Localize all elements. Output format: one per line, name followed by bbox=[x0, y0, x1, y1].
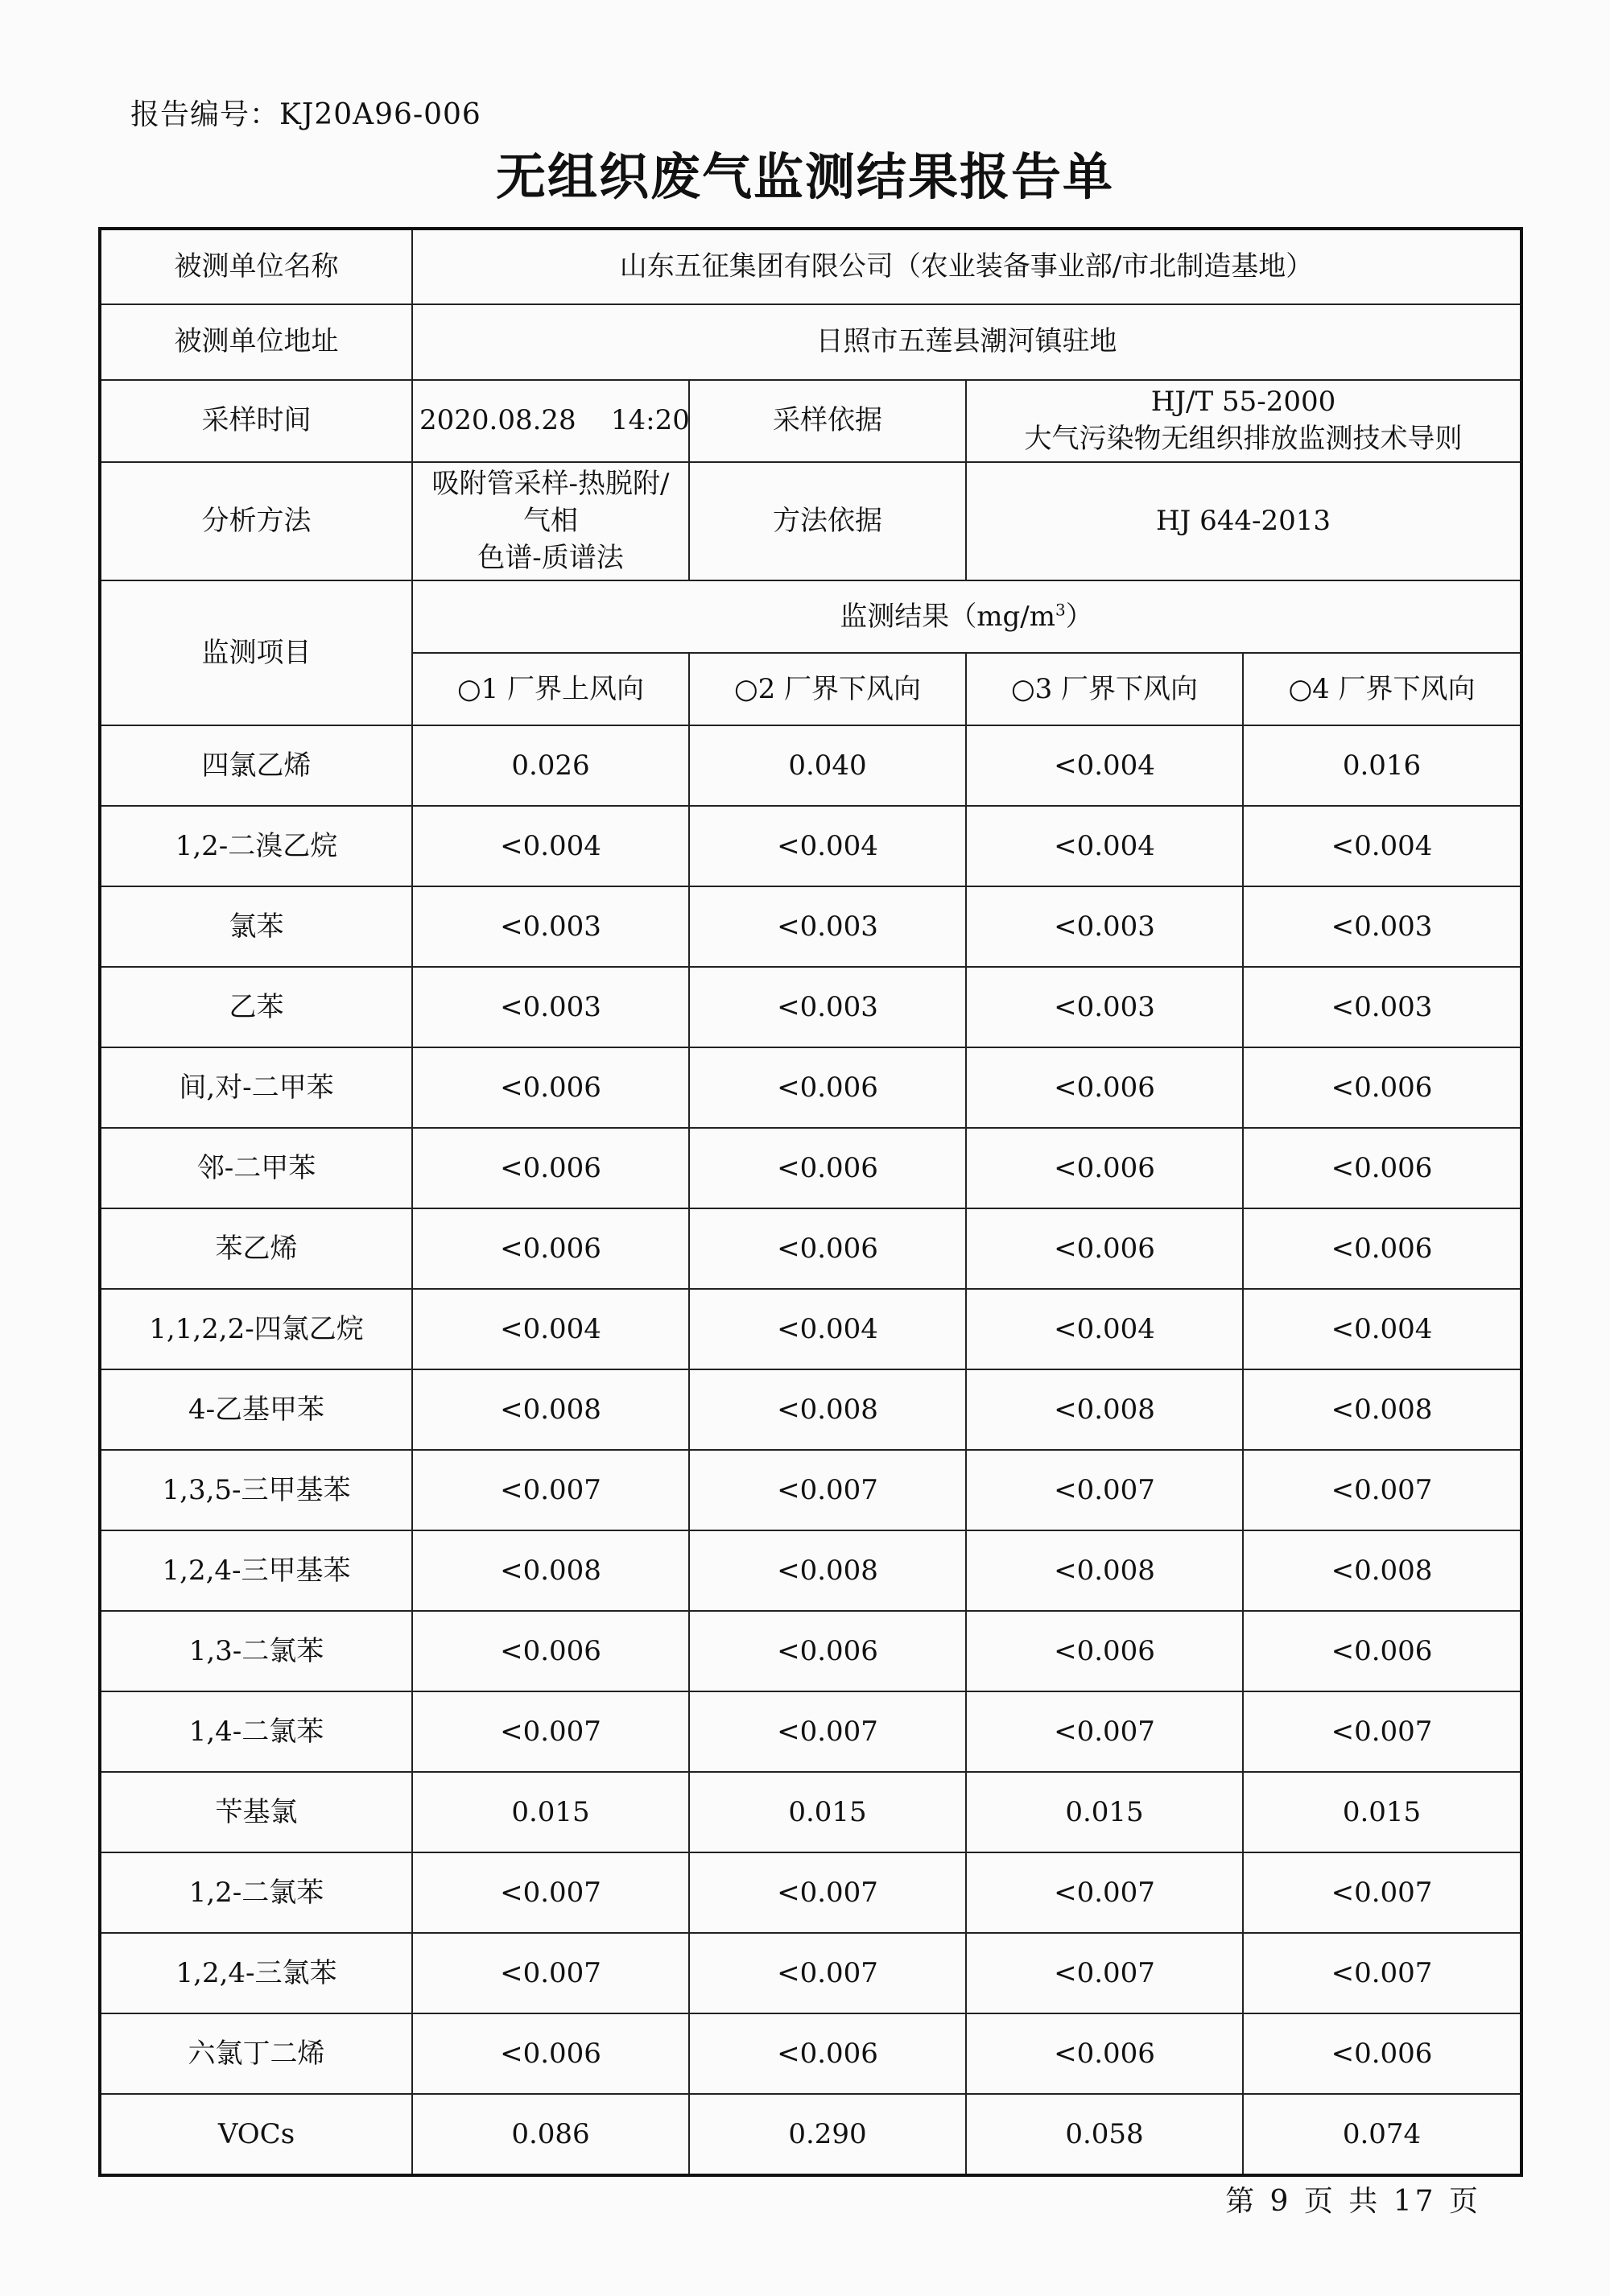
result-value-point-2: <0.006 bbox=[689, 1208, 966, 1289]
result-value-point-2: <0.006 bbox=[689, 1047, 966, 1128]
monitoring-item: 1,2,4-三甲基苯 bbox=[100, 1530, 412, 1611]
page-number: 第 9 页 共 17 页 bbox=[1225, 2185, 1481, 2218]
result-value-point-1: 0.086 bbox=[412, 2094, 689, 2175]
analysis-method-line1: 吸附管采样-热脱附/气相 bbox=[431, 467, 670, 537]
result-value-point-3: <0.007 bbox=[966, 1933, 1243, 2013]
table-row bbox=[100, 1047, 1521, 1128]
table-row bbox=[100, 1530, 1521, 1611]
result-value-point-1: <0.003 bbox=[412, 967, 689, 1047]
result-value-point-2: <0.006 bbox=[689, 1611, 966, 1691]
result-value-point-2: 0.015 bbox=[689, 1772, 966, 1852]
unit-name-value: 山东五征集团有限公司（农业装备事业部/市北制造基地） bbox=[412, 229, 1521, 304]
table-row bbox=[100, 1128, 1521, 1208]
result-value-point-4: <0.006 bbox=[1243, 1128, 1521, 1208]
result-value-point-3: <0.007 bbox=[966, 1450, 1243, 1530]
table-row bbox=[100, 1933, 1521, 2013]
result-value-point-2: <0.007 bbox=[689, 1691, 966, 1772]
results-header-row bbox=[100, 580, 1521, 653]
sampling-point-1: ○1 厂界上风向 bbox=[412, 653, 689, 725]
table-row bbox=[100, 1772, 1521, 1852]
results-label-sup: 3 bbox=[1055, 600, 1066, 620]
result-value-point-3: <0.003 bbox=[966, 886, 1243, 967]
result-value-point-3: <0.006 bbox=[966, 2013, 1243, 2094]
result-value-point-2: 0.040 bbox=[689, 725, 966, 806]
table-row bbox=[100, 886, 1521, 967]
result-value-point-3: <0.006 bbox=[966, 1208, 1243, 1289]
sample-basis-value bbox=[966, 380, 1521, 462]
analysis-method-line2: 色谱-质谱法 bbox=[477, 541, 624, 574]
result-value-point-4: 0.016 bbox=[1243, 725, 1521, 806]
monitoring-item: 四氯乙烯 bbox=[100, 725, 412, 806]
result-value-point-1: <0.006 bbox=[412, 1208, 689, 1289]
report-number: 报告编号：KJ20A96-006 bbox=[130, 98, 481, 131]
result-value-point-1: <0.007 bbox=[412, 1933, 689, 2013]
table-row bbox=[100, 1208, 1521, 1289]
unit-name-row bbox=[100, 229, 1521, 304]
result-value-point-1: <0.008 bbox=[412, 1369, 689, 1450]
table-row bbox=[100, 1450, 1521, 1530]
table-row bbox=[100, 1691, 1521, 1772]
sample-time-value: 2020.08.28 14:20 bbox=[412, 380, 689, 462]
monitoring-item: 1,2-二氯苯 bbox=[100, 1852, 412, 1933]
table-row bbox=[100, 1289, 1521, 1369]
unit-name-label: 被测单位名称 bbox=[100, 229, 412, 304]
monitoring-item: 乙苯 bbox=[100, 967, 412, 1047]
sampling-point-3: ○3 厂界下风向 bbox=[966, 653, 1243, 725]
result-value-point-3: <0.007 bbox=[966, 1691, 1243, 1772]
result-value-point-4: <0.008 bbox=[1243, 1369, 1521, 1450]
result-value-point-2: 0.290 bbox=[689, 2094, 966, 2175]
result-value-point-2: <0.007 bbox=[689, 1933, 966, 2013]
result-value-point-2: <0.007 bbox=[689, 1450, 966, 1530]
result-value-point-4: <0.007 bbox=[1243, 1852, 1521, 1933]
result-value-point-1: <0.006 bbox=[412, 1128, 689, 1208]
result-value-point-4: <0.003 bbox=[1243, 967, 1521, 1047]
monitoring-item: 六氯丁二烯 bbox=[100, 2013, 412, 2094]
method-basis-label: 方法依据 bbox=[689, 462, 966, 581]
result-value-point-3: <0.006 bbox=[966, 1611, 1243, 1691]
result-value-point-1: <0.007 bbox=[412, 1450, 689, 1530]
table-row bbox=[100, 2013, 1521, 2094]
table-row bbox=[100, 806, 1521, 886]
result-value-point-3: <0.004 bbox=[966, 1289, 1243, 1369]
monitoring-item: VOCs bbox=[100, 2094, 412, 2175]
table-row bbox=[100, 1369, 1521, 1450]
result-value-point-1: <0.007 bbox=[412, 1852, 689, 1933]
result-value-point-4: <0.007 bbox=[1243, 1691, 1521, 1772]
result-value-point-1: <0.006 bbox=[412, 1611, 689, 1691]
report-table bbox=[98, 227, 1523, 2177]
result-value-point-1: <0.006 bbox=[412, 2013, 689, 2094]
result-value-point-3: 0.015 bbox=[966, 1772, 1243, 1852]
result-value-point-4: <0.006 bbox=[1243, 1047, 1521, 1128]
result-value-point-4: <0.006 bbox=[1243, 2013, 1521, 2094]
monitoring-item: 苄基氯 bbox=[100, 1772, 412, 1852]
monitoring-item: 4-乙基甲苯 bbox=[100, 1369, 412, 1450]
result-value-point-3: <0.006 bbox=[966, 1128, 1243, 1208]
result-value-point-2: <0.004 bbox=[689, 806, 966, 886]
sample-basis-line1: HJ/T 55-2000 bbox=[1150, 386, 1336, 418]
table-row bbox=[100, 725, 1521, 806]
result-value-point-1: 0.015 bbox=[412, 1772, 689, 1852]
table-row bbox=[100, 1611, 1521, 1691]
monitoring-item-label: 监测项目 bbox=[100, 580, 412, 725]
table-row bbox=[100, 1852, 1521, 1933]
monitoring-item: 1,2,4-三氯苯 bbox=[100, 1933, 412, 2013]
table-row bbox=[100, 967, 1521, 1047]
analysis-method-label: 分析方法 bbox=[100, 462, 412, 581]
result-value-point-4: 0.074 bbox=[1243, 2094, 1521, 2175]
unit-address-row bbox=[100, 304, 1521, 380]
table-row bbox=[100, 2094, 1521, 2175]
results-unit-label bbox=[412, 580, 1521, 653]
result-value-point-4: <0.007 bbox=[1243, 1933, 1521, 2013]
results-label-close: ） bbox=[1065, 600, 1093, 633]
result-value-point-2: <0.004 bbox=[689, 1289, 966, 1369]
result-value-point-3: 0.058 bbox=[966, 2094, 1243, 2175]
monitoring-item: 1,4-二氯苯 bbox=[100, 1691, 412, 1772]
result-value-point-1: <0.004 bbox=[412, 1289, 689, 1369]
monitoring-item: 邻-二甲苯 bbox=[100, 1128, 412, 1208]
result-value-point-4: <0.008 bbox=[1243, 1530, 1521, 1611]
result-value-point-4: <0.004 bbox=[1243, 1289, 1521, 1369]
result-value-point-1: <0.004 bbox=[412, 806, 689, 886]
result-value-point-4: <0.006 bbox=[1243, 1611, 1521, 1691]
sample-basis-line2: 大气污染物无组织排放监测技术导则 bbox=[1024, 422, 1463, 455]
result-value-point-1: <0.006 bbox=[412, 1047, 689, 1128]
result-value-point-1: <0.008 bbox=[412, 1530, 689, 1611]
sampling-point-2: ○2 厂界下风向 bbox=[689, 653, 966, 725]
unit-address-value: 日照市五莲县潮河镇驻地 bbox=[412, 304, 1521, 380]
result-value-point-4: <0.004 bbox=[1243, 806, 1521, 886]
result-value-point-3: <0.008 bbox=[966, 1530, 1243, 1611]
result-value-point-2: <0.008 bbox=[689, 1530, 966, 1611]
result-value-point-2: <0.007 bbox=[689, 1852, 966, 1933]
result-value-point-4: <0.006 bbox=[1243, 1208, 1521, 1289]
result-value-point-3: <0.008 bbox=[966, 1369, 1243, 1450]
result-value-point-3: <0.004 bbox=[966, 725, 1243, 806]
result-value-point-2: <0.006 bbox=[689, 2013, 966, 2094]
result-value-point-3: <0.006 bbox=[966, 1047, 1243, 1128]
result-value-point-2: <0.003 bbox=[689, 886, 966, 967]
result-value-point-2: <0.008 bbox=[689, 1369, 966, 1450]
result-value-point-1: <0.007 bbox=[412, 1691, 689, 1772]
result-value-point-3: <0.004 bbox=[966, 806, 1243, 886]
result-value-point-2: <0.006 bbox=[689, 1128, 966, 1208]
monitoring-item: 间,对-二甲苯 bbox=[100, 1047, 412, 1128]
sample-time-label: 采样时间 bbox=[100, 380, 412, 462]
monitoring-item: 1,3,5-三甲基苯 bbox=[100, 1450, 412, 1530]
analysis-method-row bbox=[100, 462, 1521, 581]
method-basis-value: HJ 644-2013 bbox=[966, 462, 1521, 581]
results-label-text: 监测结果（mg/m bbox=[840, 600, 1055, 633]
result-value-point-4: <0.003 bbox=[1243, 886, 1521, 967]
document-title: 无组织废气监测结果报告单 bbox=[495, 147, 1114, 206]
sampling-point-4: ○4 厂界下风向 bbox=[1243, 653, 1521, 725]
sample-time-row bbox=[100, 380, 1521, 462]
monitoring-item: 1,3-二氯苯 bbox=[100, 1611, 412, 1691]
result-value-point-1: 0.026 bbox=[412, 725, 689, 806]
monitoring-item: 苯乙烯 bbox=[100, 1208, 412, 1289]
result-value-point-4: 0.015 bbox=[1243, 1772, 1521, 1852]
unit-address-label: 被测单位地址 bbox=[100, 304, 412, 380]
analysis-method-value bbox=[412, 462, 689, 581]
result-value-point-2: <0.003 bbox=[689, 967, 966, 1047]
monitoring-item: 氯苯 bbox=[100, 886, 412, 967]
result-rows bbox=[100, 725, 1521, 2175]
monitoring-item: 1,1,2,2-四氯乙烷 bbox=[100, 1289, 412, 1369]
result-value-point-4: <0.007 bbox=[1243, 1450, 1521, 1530]
monitoring-item: 1,2-二溴乙烷 bbox=[100, 806, 412, 886]
result-value-point-3: <0.007 bbox=[966, 1852, 1243, 1933]
result-value-point-3: <0.003 bbox=[966, 967, 1243, 1047]
sample-basis-label: 采样依据 bbox=[689, 380, 966, 462]
result-value-point-1: <0.003 bbox=[412, 886, 689, 967]
